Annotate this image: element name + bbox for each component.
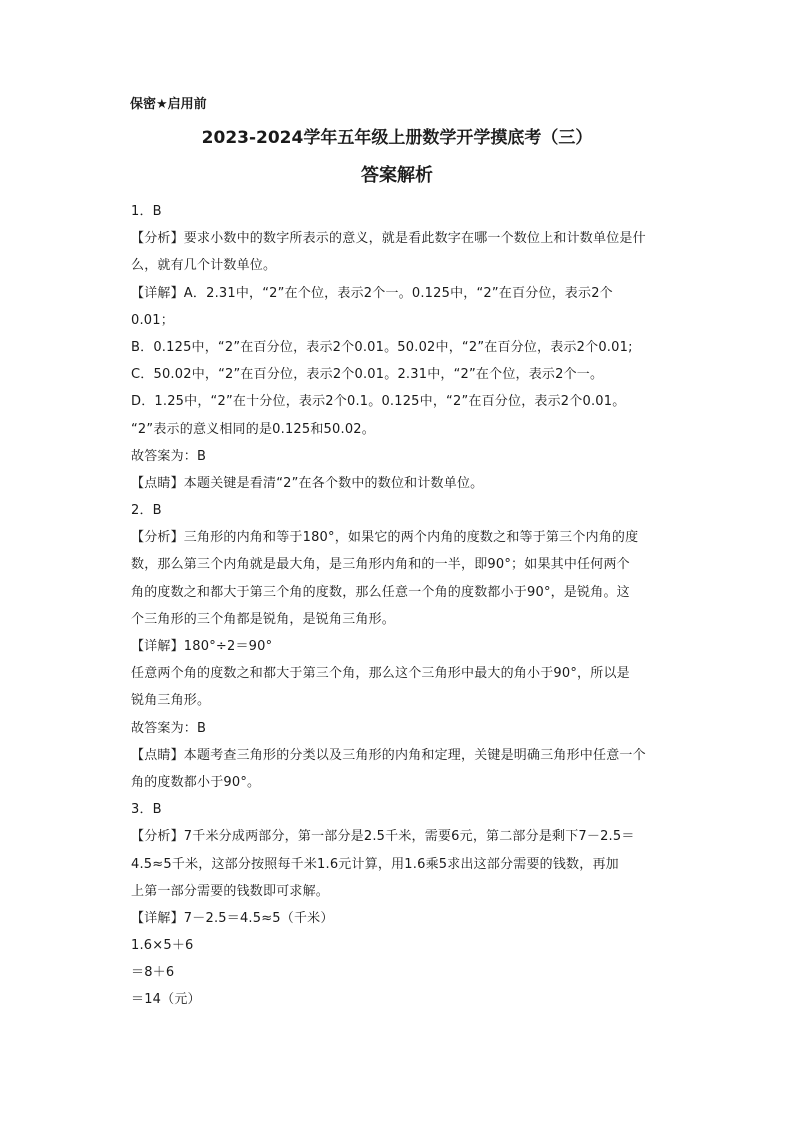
text-line: 【详解】7－2.5＝4.5≈5（千米） [131,910,334,926]
answer-analysis-heading: 答案解析 [361,165,433,186]
text-line: 4.5≈5千米，这部分按照每千米1.6元计算，用1.6乘5求出这部分需要的钱数，再加 [131,856,619,872]
text-line: 故答案为：B [131,720,207,736]
text-line: 【分析】7千米分成两部分，第一部分是2.5千米，需要6元，第二部分是剩下7－2.5＝ [131,829,635,845]
text-line: B．0.125中，“2”在百分位，表示2个0.01。50.02中，“2”在百分位，表示2个0.01; [131,339,633,355]
text-line: 2．B [131,503,162,519]
text-line: 【点睛】本题关键是看清“2”在各个数中的数位和计数单位。 [131,475,484,491]
text-line: 【点睛】本题考查三角形的分类以及三角形的内角和定理，关键是明确三角形中任意一个 [131,747,646,763]
text-line: C．50.02中，“2”在百分位，表示2个0.01。2.31中，“2”在个位，表示2个一。 [131,367,604,383]
text-line: “2”表示的意义相同的是0.125和50.02。 [131,421,375,437]
text-line: 【详解】A．2.31中，“2”在个位，表示2个一。0.125中，“2”在百分位，表示2个 [131,285,613,301]
text-line: 故答案为：B [131,448,207,464]
answer-body [131,198,671,1014]
text-line: 【详解】180°÷2＝90° [131,639,273,654]
text-line: 么，就有几个计数单位。 [131,258,277,274]
text-line: 任意两个角的度数之和都大于第三个角，那么这个三角形中最大的角小于90°，所以是 [131,666,630,682]
text-line: 数，那么第三个内角就是最大角，是三角形内角和的一半，即90°；如果其中任何两个 [131,557,630,573]
text-line: 【分析】三角形的内角和等于180°，如果它的两个内角的度数之和等于第三个内角的度 [131,530,639,546]
text-line: 1．B [131,204,162,219]
exam-title: 2023-2024学年五年级上册数学开学摸底考（三） [201,128,593,148]
text-line: 0.01； [131,312,174,328]
text-line: 角的度数之和都大于第三个角的度数，那么任意一个角的度数都小于90°，是锐角。这 [131,584,630,600]
text-line: 锐角三角形。 [131,693,211,709]
text-line: 个三角形的三个角都是锐角，是锐角三角形。 [131,611,396,627]
text-line: 1.6×5＋6 [131,938,194,954]
text-line: 角的度数都小于90°。 [131,774,261,790]
text-line: 上第一部分需要的钱数即可求解。 [131,883,330,899]
text-line: D．1.25中，“2”在十分位，表示2个0.1。0.125中，“2”在百分位，表示2个0.01。 [131,394,626,410]
text-line: ＝8＋6 [131,965,175,981]
text-line: ＝14（元） [131,992,201,1008]
confidential-label: 保密★启用前 [130,97,207,112]
text-line: 【分析】要求小数中的数字所表示的意义，就是看此数字在哪一个数位上和计数单位是什 [131,231,646,247]
text-line: 3．B [131,802,162,818]
